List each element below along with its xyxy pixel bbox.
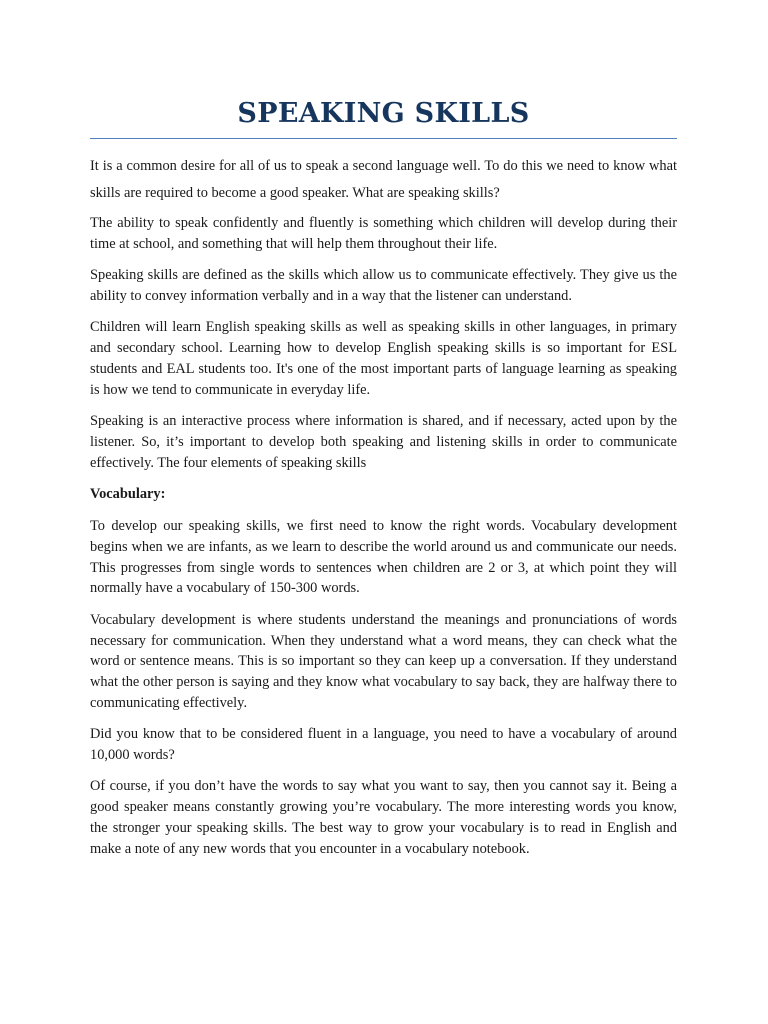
paragraph-vocab-develop: To develop our speaking skills, we first need to know the right words. Vocabulary development begins when we are infants, as we learn to describe the world around us and communicate our needs. This progresses from single words to sentences when children are 2 or 3, at which point they will normally have a vocabulary of 150-300 words. bbox=[90, 517, 677, 597]
paragraph-vocab-fluent: Did you know that to be considered fluent in a language, you need to have a vocabulary of around 10,000 words? bbox=[90, 726, 677, 764]
paragraph-interactive: Speaking is an interactive process where information is shared, and if necessary, acted upon by the listener. So, it’s important to develop both speaking and listening skills in order to communicate effectively. The four elements of speaking skills bbox=[90, 413, 677, 471]
document-body bbox=[90, 153, 677, 860]
paragraph-definition: Speaking skills are defined as the skills which allow us to communicate effectively. They give us the ability to convey information verbally and in a way that the listener can understand. bbox=[90, 267, 677, 304]
paragraph-children: Children will learn English speaking skills as well as speaking skills in other languages, in primary and secondary school. Learning how to develop English speaking skills is so important for ESL students and EAL students too. It's one of the most important parts of language learning as speaking is how we tend to communicate in everyday life. bbox=[90, 319, 677, 398]
paragraph-ability: The ability to speak confidently and fluently is something which children will develop during their time at school, and something that will help them throughout their life. bbox=[90, 215, 677, 252]
document-page bbox=[90, 0, 677, 1024]
document-title: SPEAKING SKILLS bbox=[237, 98, 530, 129]
paragraph-vocab-meaning: Vocabulary development is where students understand the meanings and pronunciations of words necessary for communication. When they understand what a word means, they can check what the word or sentence means. This is so important so they can keep up a conversation. If they understand what the other person is saying and they know what vocabulary to say back, they are halfway there to communicating effectively. bbox=[90, 611, 677, 711]
paragraph-vocab-grow: Of course, if you don’t have the words to say what you want to say, then you cannot say it. Being a good speaker means constantly growing you’re vocabulary. The more interesting words you know, the stronger your speaking skills. The best way to grow your vocabulary is to read in English and make a note of any new words that you encounter in a vocabulary notebook. bbox=[90, 778, 677, 857]
paragraph-intro: It is a common desire for all of us to speak a second language well. To do this we need to know what skills are required to become a good speaker. What are speaking skills? bbox=[90, 158, 677, 201]
title-divider bbox=[90, 138, 677, 139]
section-heading-vocabulary: Vocabulary: bbox=[90, 486, 166, 503]
